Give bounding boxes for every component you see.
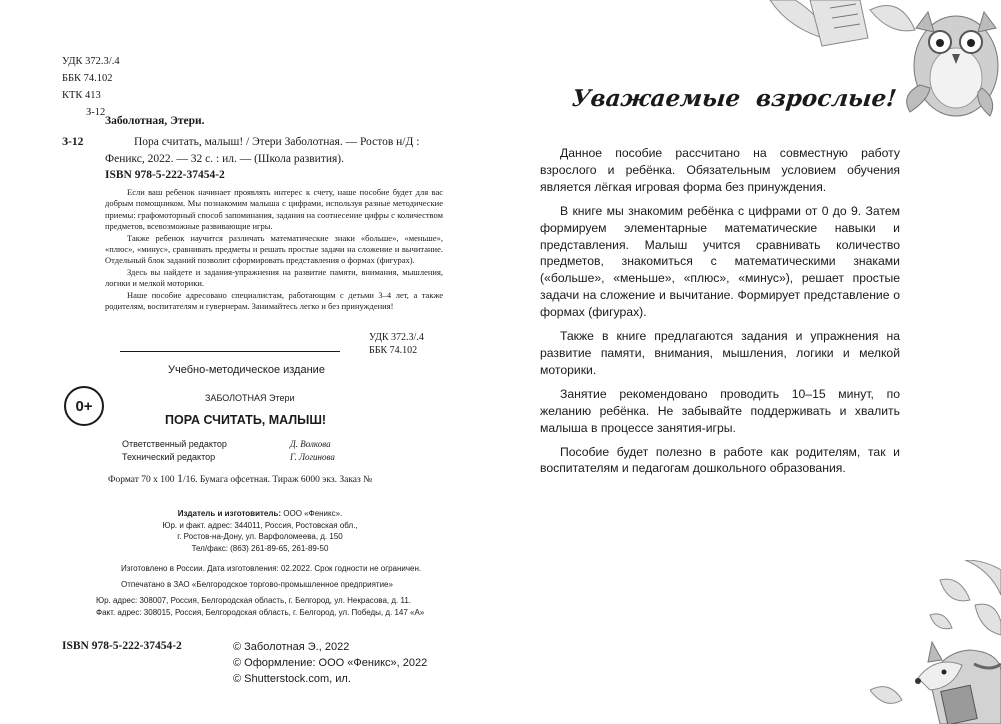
foreword-body <box>540 145 900 484</box>
owl-icon <box>907 12 998 116</box>
classification-block <box>62 53 120 121</box>
author-caps: ЗАБОЛОТНАЯ Этери <box>205 393 295 403</box>
foreword-paragraph: В книге мы знакомим ребёнка с цифрами от 0 до 9. Затем формируем элементарные математические навыки и представления. Малыш учится сравнивать количество предметов, знакомиться с математическими знаками («больше», «меньше», «плюс», «минус»), решает простые задачи на сложение и вычитание. Формирует представление о формах (фигурах). <box>540 203 900 320</box>
annotation-paragraph: Также ребенок научится различать математические знаки «больше», «меньше», «плюс», «минус», сравнивать предметы и решать простые задачи на сложение и вычитание. Отдельный блок заданий позволит сформировать представления о формах (фигурах). <box>105 232 443 266</box>
printed-at: Отпечатано в ЗАО «Белгородское торгово-промышленное предприятие» <box>121 580 393 589</box>
bib-line-1: Пора считать, малыш! / Этери Заболотная. — Ростов н/Д : <box>134 136 420 148</box>
call-number: З-12 <box>62 136 84 148</box>
bib-line-2: Феникс, 2022. — 32 с. : ил. — (Школа развития). <box>105 153 345 165</box>
udk-bbk-bottom <box>369 331 424 357</box>
format-line <box>108 471 372 486</box>
author-mark: З-12 <box>86 107 106 118</box>
annotation <box>105 187 443 312</box>
copyright-line: © Оформление: ООО «Феникс», 2022 <box>233 657 428 669</box>
ktk-code: КТК 413 <box>62 90 101 101</box>
bbk-code: ББК 74.102 <box>62 73 113 84</box>
editor-row <box>122 451 362 464</box>
editor-row <box>122 438 362 451</box>
bbk-bottom: ББК 74.102 <box>369 345 418 356</box>
foreword-paragraph: Также в книге предлагаются задания и упражнения на развитие памяти, внимания, мышления, логики и мелкой моторики. <box>540 329 900 377</box>
publisher-block <box>142 508 378 554</box>
leaf-icon <box>940 579 970 601</box>
format-text: /16. Бумага офсетная. Тираж 6000 экз. Заказ № <box>182 475 373 485</box>
editor-role: Ответственный редактор <box>122 439 227 449</box>
leaf-icon <box>930 614 952 629</box>
fox-icon <box>915 642 1001 724</box>
printer-address <box>96 595 424 618</box>
udk-bottom: УДК 372.3/.4 <box>369 332 424 343</box>
printer-address-line: Юр. адрес: 308007, Россия, Белгородская область, г. Белгород, ул. Некрасова, д. 11. <box>96 596 411 605</box>
foreword-paragraph: Данное пособие рассчитано на совместную работу взрослого и ребёнка. Обязательным условием обучения является лёгкая игровая форма без принуждения. <box>540 146 900 194</box>
book-title: ПОРА СЧИТАТЬ, МАЛЫШ! <box>165 413 327 427</box>
publisher-address-line: г. Ростов-на-Дону, ул. Варфоломеева, д. 150 <box>177 532 343 541</box>
leaf-icon <box>870 687 902 704</box>
format-text: Формат 70 х 100 <box>108 475 177 485</box>
copyright-line: © Shutterstock.com, ил. <box>233 673 351 685</box>
foreword-heading: Уважаемые взрослые! <box>570 85 898 112</box>
leaf-icon <box>870 6 915 31</box>
editor-role: Технический редактор <box>122 452 216 462</box>
imprint-page <box>0 0 500 724</box>
publisher-label: Издатель и изготовитель: <box>177 509 282 518</box>
publisher-address-line: Тел/факс: (863) 261-89-65, 261-89-50 <box>191 543 329 553</box>
udk-code: УДК 372.3/.4 <box>62 56 120 67</box>
isbn-top: ISBN 978-5-222-37454-2 <box>105 169 225 181</box>
foreword-page <box>500 0 1001 724</box>
copyright-line: © Заболотная Э., 2022 <box>233 641 350 653</box>
copyrights <box>233 639 427 687</box>
publisher-address-line: Юр. и факт. адрес: 344011, Россия, Ростовская обл., <box>162 520 358 530</box>
foreword-paragraph: Пособие будет полезно в работе как родителям, так и воспитателям и педагогам дошкольного образования. <box>540 444 900 476</box>
publisher-name: ООО «Феникс». <box>281 509 343 518</box>
made-in: Изготовлено в России. Дата изготовления: 02.2022. Срок годности не ограничен. <box>121 564 422 573</box>
fox-illustration <box>870 560 1001 724</box>
foreword-paragraph: Занятие рекомендовано проводить 10–15 минут, по желанию ребёнка. Не забывайте поддерживать и хвалить малыша в процессе занятия-игры. <box>540 386 900 435</box>
editor-name: Д. Волкова <box>290 439 331 449</box>
isbn-bottom: ISBN 978-5-222-37454-2 <box>62 640 182 652</box>
author-heading: Заболотная, Этери. <box>105 115 205 127</box>
leaf-icon <box>965 560 1001 595</box>
age-rating-badge: 0+ <box>64 386 104 426</box>
format-sup: 1 <box>176 471 183 485</box>
annotation-paragraph: Наше пособие адресовано специалистам, работающим с детьми 3–4 лет, а также родителям, воспитателям и гувернерам. Занимайтесь легко и без принуждения! <box>105 289 443 312</box>
editors <box>122 438 362 464</box>
divider <box>120 351 340 352</box>
annotation-paragraph: Здесь вы найдете и задания-упражнения на развитие памяти, внимания, мышления, логики и мелкой моторики. <box>105 266 443 289</box>
printer-address-line: Факт. адрес: 308015, Россия, Белгородская область, г. Белгород, ул. Победы, д. 147 «А» <box>96 607 425 617</box>
edition-type: Учебно-методическое издание <box>168 364 325 376</box>
editor-name: Г. Логинова <box>290 452 335 462</box>
leaf-icon <box>975 604 1001 635</box>
annotation-paragraph: Если ваш ребенок начинает проявлять интерес к счету, наше пособие будет для вас добрым помощником. Мы познакомим малыша с цифрами, используя разные методические приемы: графомоторный способ запоминания, задания на соотнесение цифры с количеством предметов, всевозможные развивающие игры. <box>105 187 443 232</box>
